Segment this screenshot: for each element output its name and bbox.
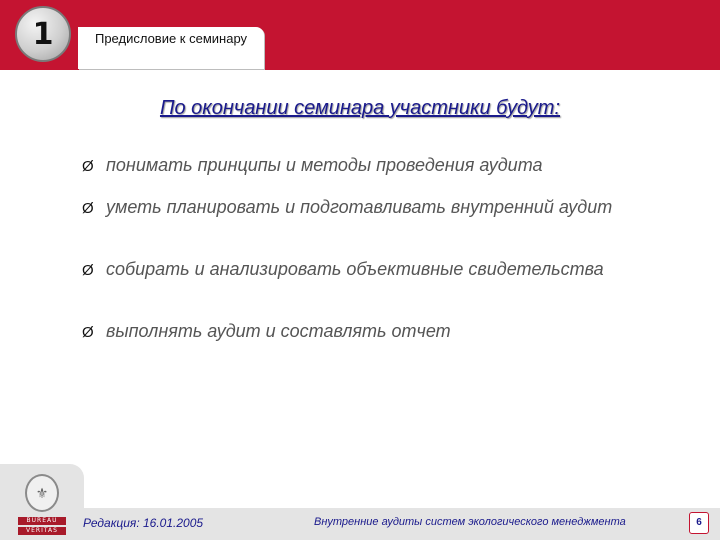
page-number: 6 — [689, 512, 709, 534]
arrow-bullet-icon: Ø — [82, 158, 94, 175]
bullet-text: понимать принципы и методы проведения аудита — [106, 155, 543, 175]
bullet-item — [82, 258, 604, 281]
bureau-veritas-seal-icon: ⚜ — [25, 474, 59, 512]
bullet-item — [82, 154, 543, 177]
bullet-item — [82, 320, 451, 343]
section-title-tab: Предисловие к семинару — [78, 27, 264, 69]
chapter-number-badge: 1 — [15, 6, 71, 62]
bullet-item — [82, 196, 612, 219]
bullet-text: выполнять аудит и составлять отчет — [106, 321, 451, 341]
logo-wordmark-bottom: VERITAS — [18, 527, 66, 535]
bullet-text: собирать и анализировать объективные свидетельства — [106, 259, 604, 279]
arrow-bullet-icon: Ø — [82, 200, 94, 217]
slide-title: По окончании семинара участники будут: — [159, 97, 561, 119]
logo-wordmark-top: BUREAU — [18, 517, 66, 525]
footer-course-title: Внутренние аудиты систем экологического менеджмента — [314, 516, 626, 528]
bullet-text: уметь планировать и подготавливать внутренний аудит — [106, 197, 613, 217]
arrow-bullet-icon: Ø — [82, 324, 94, 341]
arrow-bullet-icon: Ø — [82, 262, 94, 279]
footer-edition: Редакция: 16.01.2005 — [83, 516, 204, 530]
